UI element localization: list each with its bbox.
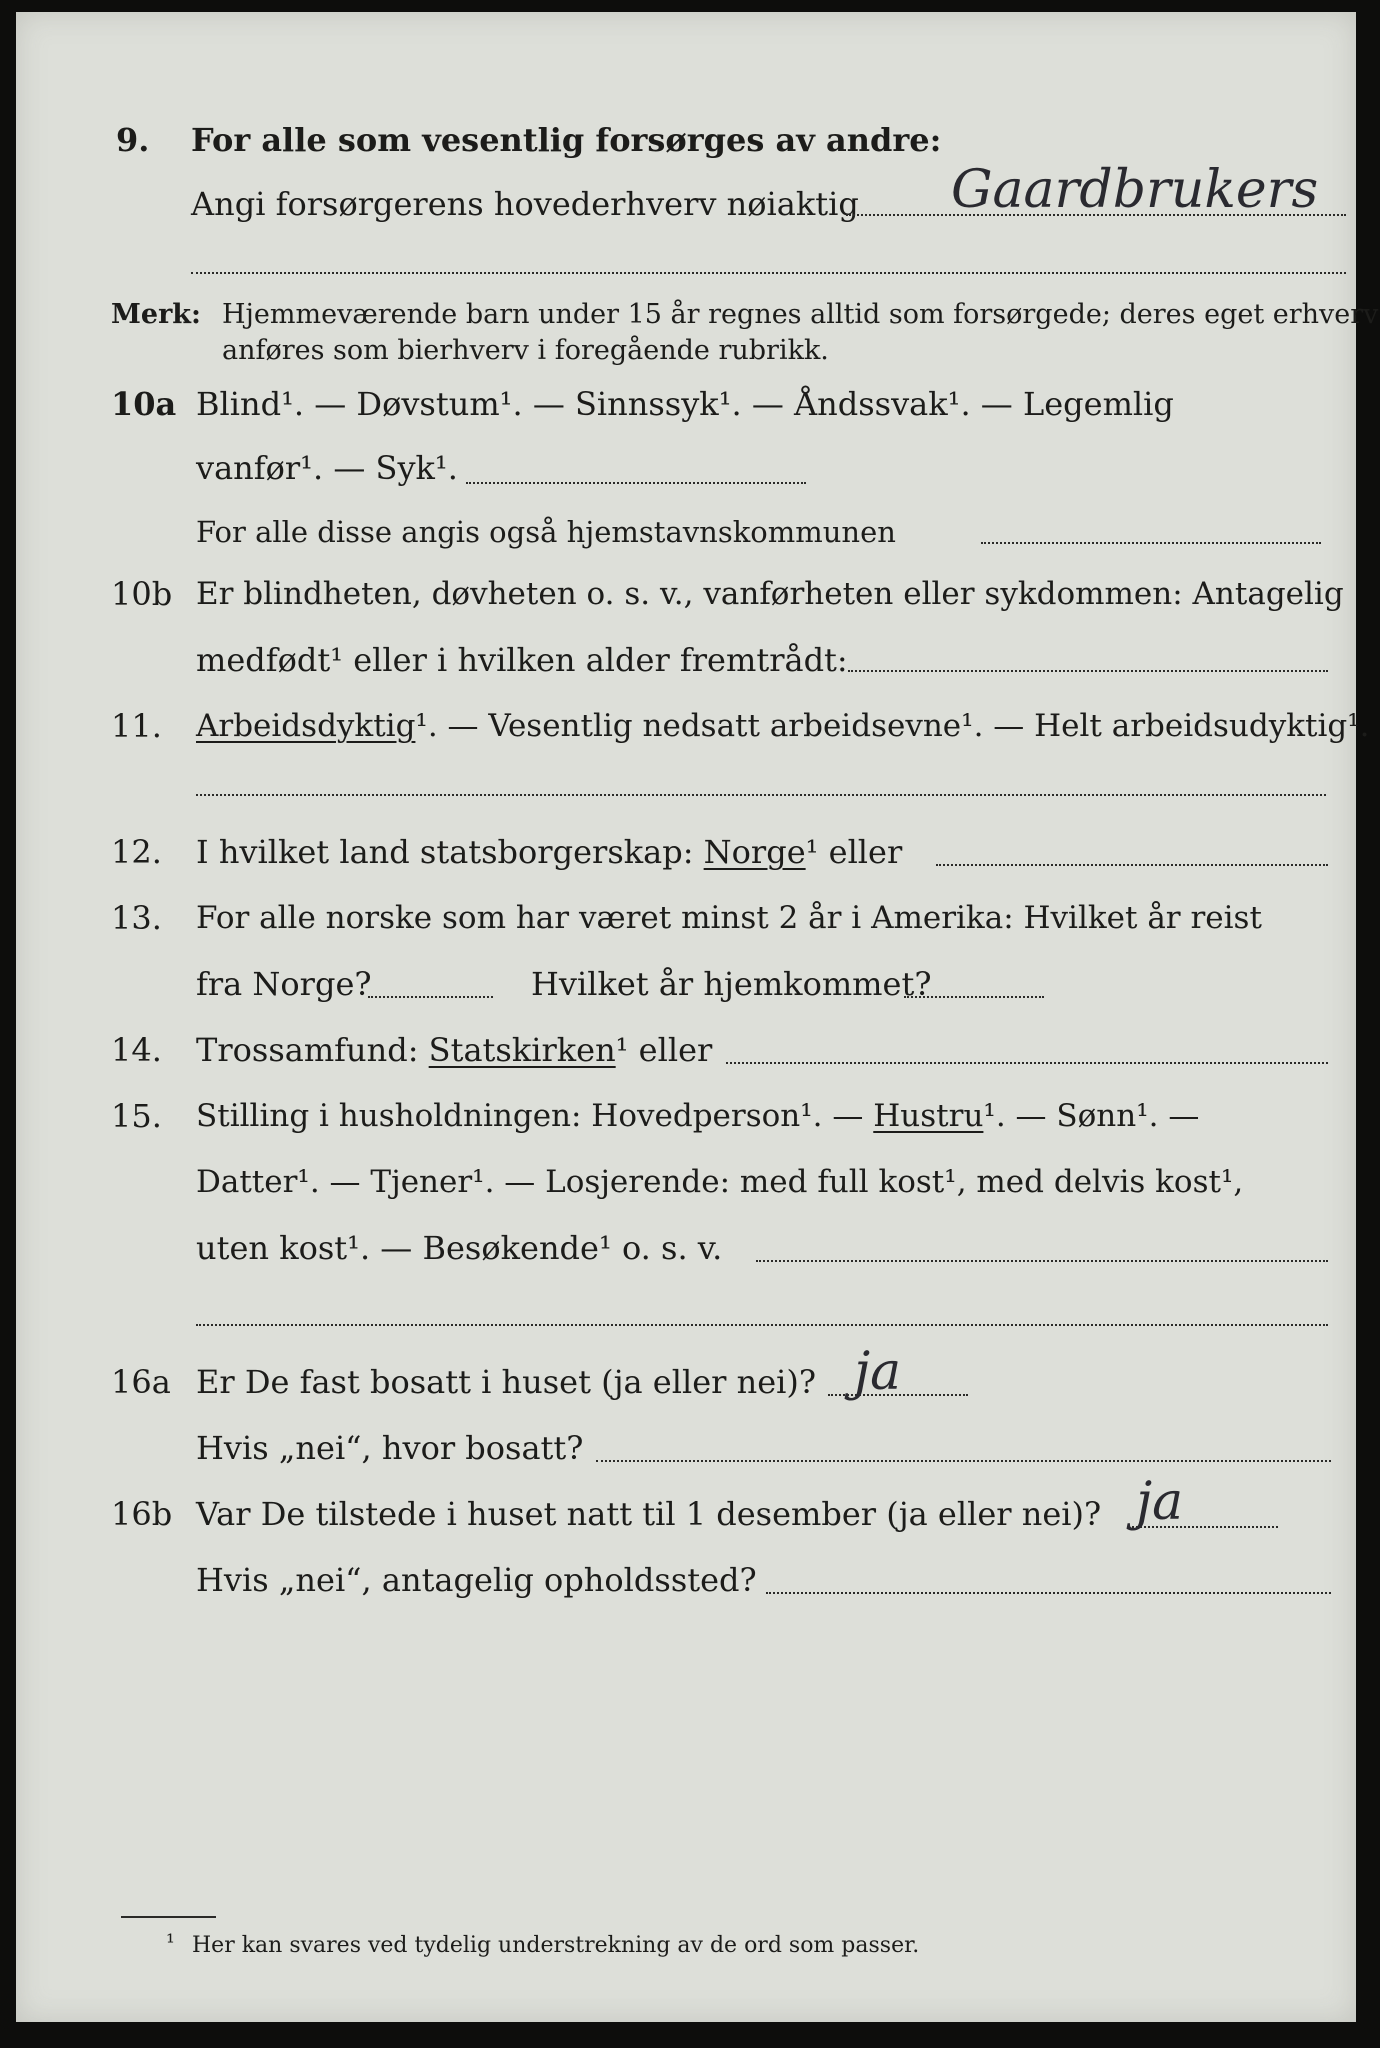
footnote-text: Her kan svares ved tydelig understrekning av de ord som passer. — [192, 1933, 920, 1958]
q16b-line-1: Var De tilstede i huset natt til 1 desember (ja eller nei)? — [196, 1495, 1102, 1533]
q10a-number: 10a — [111, 385, 177, 423]
q14-answer-line — [726, 1062, 1328, 1064]
q12-number: 12. — [111, 833, 162, 871]
q12-answer-line — [936, 864, 1328, 866]
q9-heading: For alle som vesentlig forsørges av andre: — [191, 121, 942, 159]
q11-rest: ¹. — Vesentlig nedsatt arbeidsevne¹. — Helt arbeidsudyktig¹. — [415, 708, 1370, 744]
q9-prompt: Angi forsørgerens hovederhverv nøiaktig — [191, 185, 859, 223]
census-form-page — [16, 12, 1379, 2022]
q10a-syk-line — [466, 482, 806, 484]
q10a-line-3: For alle disse angis også hjemstavnskommunen — [196, 515, 896, 549]
footnote-rule — [121, 1916, 216, 1918]
q10b-answer-line — [848, 670, 1328, 672]
q16a-line-1: Er De fast bosatt i huset (ja eller nei)? — [196, 1363, 817, 1401]
q15-line-1 — [196, 1096, 1199, 1136]
q15-prompt: Stilling i husholdningen: Hovedperson¹. — — [196, 1098, 864, 1134]
q16a-handwritten-answer: ja — [854, 1342, 902, 1402]
q13-reist-line — [368, 996, 493, 998]
q15-line-3: uten kost¹. — Besøkende¹ o. s. v. — [196, 1229, 723, 1267]
q10a-line-2: vanfør¹. — Syk¹. — [196, 449, 458, 487]
q10b-number: 10b — [111, 575, 173, 613]
q13-hjemkommet-line — [904, 996, 1044, 998]
q14-underlined-answer: Statskirken — [428, 1031, 616, 1069]
q14-line — [196, 1030, 712, 1070]
q11-number: 11. — [111, 707, 162, 745]
q14-prompt: Trossamfund: — [196, 1031, 419, 1069]
q15-extra-line — [196, 1324, 1328, 1326]
q11-line — [196, 706, 1370, 746]
merk-text-2: anføres som bierhverv i foregående rubrikk. — [222, 335, 829, 366]
q10b-line-1: Er blindheten, døvheten o. s. v., vanførheten eller sykdommen: Antagelig — [196, 576, 1344, 612]
q16a-number: 16a — [111, 1363, 171, 1401]
q11-extra-line — [196, 794, 1326, 796]
q16a-bosatt-line — [596, 1460, 1331, 1462]
q16b-number: 16b — [111, 1495, 173, 1533]
q10a-line-1: Blind¹. — Døvstum¹. — Sinnssyk¹. — Åndssvak¹. — Legemlig — [196, 385, 1174, 423]
q14-number: 14. — [111, 1031, 162, 1069]
merk-text-1: Hjemmeværende barn under 15 år regnes alltid som forsørgede; deres eget erhverv — [222, 299, 1379, 330]
q15-underlined-answer: Hustru — [873, 1098, 984, 1134]
q13-line-2b: Hvilket år hjemkommet? — [531, 965, 932, 1003]
q15-answer-line — [756, 1260, 1328, 1262]
q16b-line-2: Hvis „nei“, antagelig opholdssted? — [196, 1561, 757, 1599]
q10a-hjemstavn-line — [981, 542, 1321, 544]
q12-post: ¹ eller — [805, 833, 903, 871]
q13-line-2a: fra Norge? — [196, 965, 372, 1003]
q15-line-2: Datter¹. — Tjener¹. — Losjerende: med full kost¹, med delvis kost¹, — [196, 1164, 1244, 1200]
q9-extra-line — [191, 272, 1346, 274]
q12-line — [196, 832, 902, 872]
q16b-opholdssted-line — [766, 1592, 1331, 1594]
footnote-mark: ¹ — [166, 1931, 175, 1956]
q14-post: ¹ eller — [615, 1031, 713, 1069]
merk-label: Merk: — [111, 299, 201, 330]
q15-number: 15. — [111, 1097, 162, 1135]
q11-underlined-answer: Arbeidsdyktig — [196, 708, 416, 744]
q10b-line-2: medfødt¹ eller i hvilken alder fremtrådt: — [196, 641, 848, 679]
q9-handwritten-answer: Gaardbrukers — [951, 160, 1319, 220]
q12-underlined-answer: Norge — [703, 833, 806, 871]
q16b-handwritten-answer: ja — [1136, 1472, 1184, 1532]
q12-prompt: I hvilket land statsborgerskap: — [196, 833, 694, 871]
q9-number: 9. — [116, 121, 150, 159]
q13-number: 13. — [111, 899, 162, 937]
q15-post: ¹. — Sønn¹. — — [983, 1098, 1200, 1134]
q16a-line-2: Hvis „nei“, hvor bosatt? — [196, 1429, 584, 1467]
q13-line-1: For alle norske som har været minst 2 år i Amerika: Hvilket år reist — [196, 900, 1262, 936]
